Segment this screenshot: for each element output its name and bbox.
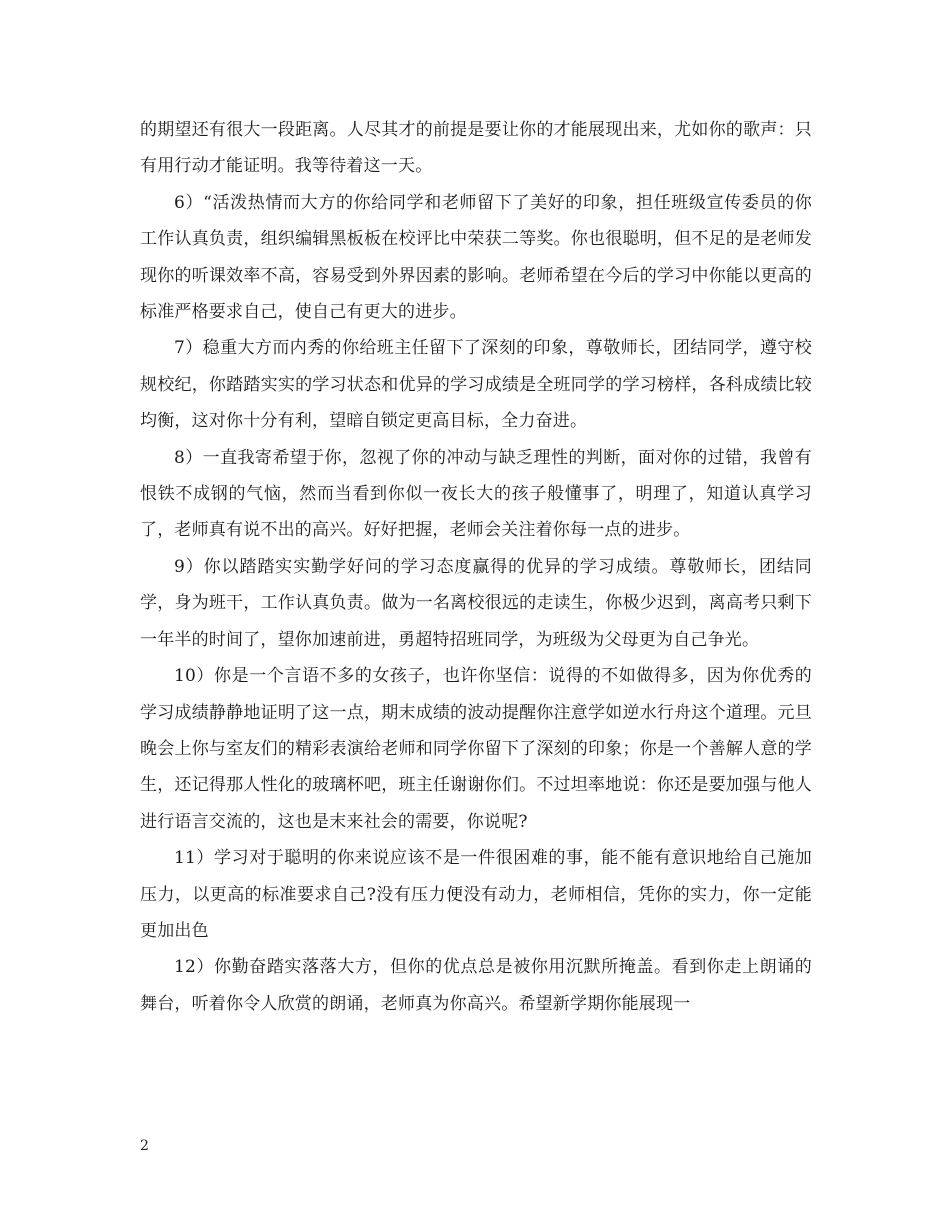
paragraph-7: 7）稳重大方而内秀的你给班主任留下了深刻的印象，尊敬师长，团结同学，遵守校规校纪，你踏踏实实的学习状态和优异的学习成绩是全班同学的学习榜样，各科成绩比较均衡，这对你十分有利，望暗自锁定更高目标，全力奋进。: [140, 338, 812, 432]
page-number: 2: [140, 1138, 149, 1154]
document-body: [140, 112, 812, 1022]
paragraph-continued: 的期望还有很大一段距离。人尽其才的前提是要让你的才能展现出来，尤如你的歌声：只有用行动才能证明。我等待着这一天。: [140, 120, 812, 177]
paragraph-12: 12）你勤奋踏实落落大方，但你的优点总是被你用沉默所掩盖。看到你走上朗诵的舞台，听着你令人欣赏的朗诵，老师真为你高兴。希望新学期你能展现一: [140, 957, 812, 1014]
paragraph-11: 11）学习对于聪明的你来说应该不是一件很困难的事，能不能有意识地给自己施加压力，以更高的标准要求自己?没有压力便没有动力，老师相信，凭你的实力，你一定能更加出色: [140, 848, 812, 941]
paragraph-8: 8）一直我寄希望于你，忽视了你的冲动与缺乏理性的判断，面对你的过错，我曾有恨铁不成钢的气恼，然而当看到你似一夜长大的孩子般懂事了，明理了，知道认真学习了，老师真有说不出的高兴。好好把握，老师会关注着你每一点的进步。: [140, 447, 812, 541]
paragraph-10: 10）你是一个言语不多的女孩子，也许你坚信：说得的不如做得多，因为你优秀的学习成绩静静地证明了这一点，期末成绩的波动提醒你注意学如逆水行舟这个道理。元旦晚会上你与室友们的精彩表演给老师和同学你留下了深刻的印象；你是一个善解人意的学生，还记得那人性化的玻璃杯吧，班主任谢谢你们。不过坦率地说：你还是要加强与他人进行语言交流的，这也是末来社会的需要，你说呢?: [140, 666, 812, 832]
paragraph-9: 9）你以踏踏实实勤学好问的学习态度赢得的优异的学习成绩。尊敬师长，团结同学，身为班干，工作认真负责。做为一名离校很远的走读生，你极少迟到，离高考只剩下一年半的时间了，望你加速前进，勇超特招班同学，为班级为父母更为自己争光。: [140, 556, 812, 650]
paragraph-6: 6）“活泼热情而大方的你给同学和老师留下了美好的印象，担任班级宣传委员的你工作认真负责，组织编辑黑板板在校评比中荣获二等奖。你也很聪明，但不足的是老师发现你的听课效率不高，容易受到外界因素的影响。老师希望在今后的学习中你能以更高的标准严格要求自己，使自己有更大的进步。: [140, 192, 812, 323]
